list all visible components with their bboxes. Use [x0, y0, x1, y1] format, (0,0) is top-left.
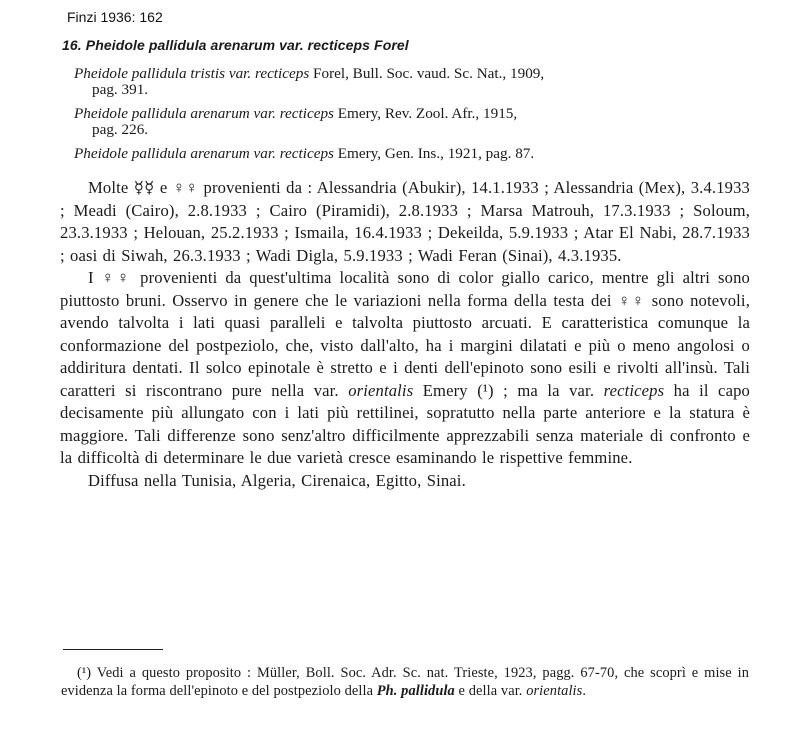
- synonym-reference: Forel, Bull. Soc. vaud. Sc. Nat., 1909,: [309, 65, 545, 82]
- synonym-reference-cont: pag. 391.: [92, 81, 149, 98]
- synonym-reference: Emery, Rev. Zool. Afr., 1915,: [333, 105, 518, 122]
- synonym-entry-1: [74, 66, 750, 98]
- paragraph-distribution: Diffusa nella Tunisia, Algeria, Cirenaica, Egitto, Sinai.: [88, 470, 466, 490]
- main-text: [60, 177, 750, 492]
- footnote: [61, 664, 749, 700]
- footnote-text-c: .: [582, 683, 587, 699]
- synonym-entry-3: [74, 146, 750, 162]
- footnote-taxon-ph: Ph. pallidula: [376, 683, 455, 699]
- paragraph-description-part-c: ha il capo decisamente più allungato con i lati più rettilinei, sopratutto nella parte anteriore e la statura è maggiore. Tali differenze sono senz'altro difficilmente apprezzabili senza materiale di confronto e la difficoltà di determinare le due varietà cresce esaminando le rispettive femmine.: [60, 380, 750, 467]
- synonym-reference: Emery, Gen. Ins., 1921, pag. 87.: [333, 145, 535, 162]
- footnote-taxon-orientalis: orientalis: [526, 683, 583, 699]
- species-title: 16. Pheidole pallidula arenarum var. recticeps Forel: [62, 37, 409, 53]
- synonym-name: Pheidole pallidula arenarum var. recticeps: [74, 105, 334, 122]
- footnote-text-a: (¹) Vedi a questo proposito : Müller, Boll. Soc. Adr. Sc. nat. Trieste, 1923, pagg. 67-70, che scoprì e mise in evidenza la forma dell'epinoto e del postpeziolo della: [61, 665, 749, 699]
- paragraph-localities: Molte ☿☿ e ♀♀ provenienti da : Alessandria (Abukir), 14.1.1933 ; Alessandria (Mex), 3.4.1933 ; Meadi (Cairo), 2.8.1933 ; Cairo (Piramidi), 2.8.1933 ; Marsa Matrouh, 17.3.1933 ; Soloum, 23.3.1933 ; Helouan, 25.2.1933 ; Ismaila, 16.4.1933 ; Dekeilda, 5.9.1933 ; Atar El Nabi, 28.7.1933 ; oasi di Siwah, 26.3.1933 ; Wadi Digla, 5.9.1933 ; Wadi Feran (Sinai), 4.3.1935.: [60, 178, 750, 265]
- footnote-text-b: e della var.: [454, 683, 527, 699]
- taxon-orientalis: orientalis: [348, 380, 414, 400]
- paragraph-description: [60, 267, 750, 470]
- synonym-reference-cont: pag. 226.: [92, 121, 149, 138]
- synonym-name: Pheidole pallidula tristis var. recticeps: [74, 65, 310, 82]
- footnote-divider: [63, 649, 163, 650]
- taxon-recticeps: recticeps: [603, 380, 665, 400]
- paragraph-description-part-a: I ♀♀ provenienti da quest'ultima località sono di color giallo carico, mentre gli altri sono piuttosto bruni. Osservo in genere che le variazioni nella forma della testa dei ♀♀ sono notevoli, avendo talvolta i lati quasi paralleli e talvolta piuttosto arcuati. E caratteristica comunque la conformazione del postpeziolo, che, visto dall'alto, ha i margini dilatati e più o meno angolosi o addiritura dentati. Il solco epinotale è stretto e i denti dell'epinoto sono esili e rivolti all'insù. Tali caratteri si riscontrano pure nella var.: [60, 268, 750, 400]
- synonym-entry-2: [74, 106, 750, 138]
- synonym-name: Pheidole pallidula arenarum var. recticeps: [74, 145, 334, 162]
- citation-header: Finzi 1936: 162: [67, 9, 163, 25]
- paragraph-description-part-b: Emery (¹) ; ma la var.: [413, 380, 604, 400]
